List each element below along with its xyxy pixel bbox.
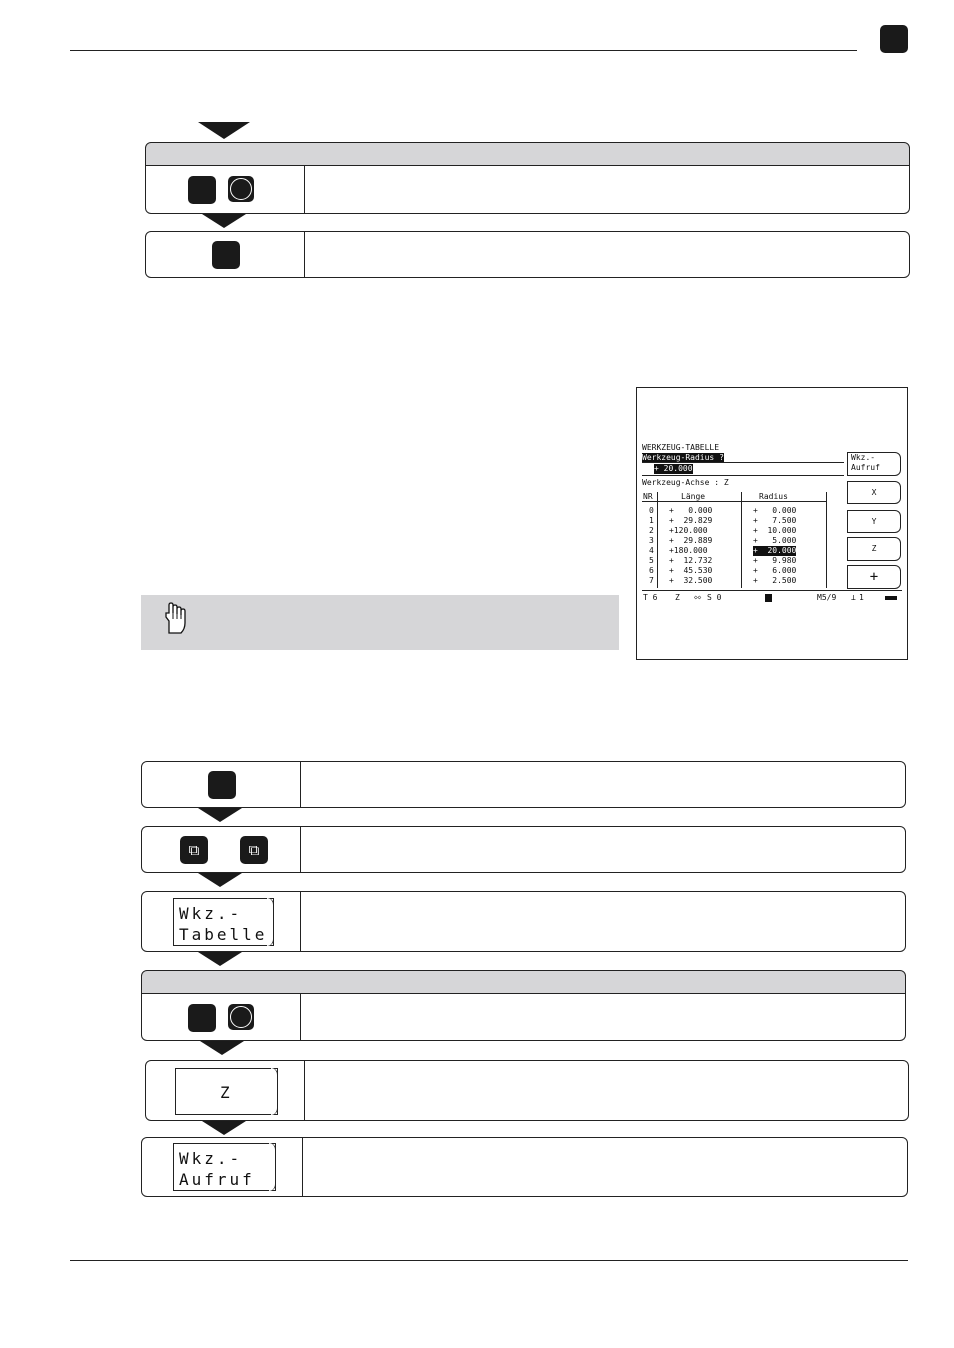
screen-softkey-x[interactable]: X bbox=[847, 481, 901, 504]
table-cell-length: + 0.000 bbox=[669, 506, 713, 515]
table-cell-length: + 29.889 bbox=[669, 536, 713, 545]
screen-axis-line: Werkzeug-Achse : Z bbox=[642, 478, 729, 487]
flow-arrow-down bbox=[198, 952, 242, 966]
flow-arrow-down bbox=[198, 122, 250, 139]
table-cell-radius: + 0.000 bbox=[753, 506, 797, 515]
action-key[interactable] bbox=[188, 1004, 216, 1032]
table-cell-nr: 0 bbox=[649, 506, 654, 515]
table-cell-nr: 1 bbox=[649, 516, 654, 525]
table-cell-length: + 45.530 bbox=[669, 566, 713, 575]
step-box bbox=[141, 761, 906, 808]
step-group-header bbox=[145, 142, 910, 166]
table-header-nr: NR bbox=[643, 492, 653, 501]
table-cell-nr: 3 bbox=[649, 536, 654, 545]
status-datum: 1 bbox=[859, 593, 864, 602]
table-col-rule bbox=[826, 492, 827, 588]
screen-title: WERKZEUG-TABELLE bbox=[642, 443, 720, 452]
softkey-label: Wkz.- Tabelle bbox=[179, 904, 268, 944]
action-key[interactable] bbox=[208, 771, 236, 799]
table-cell-length: + 29.829 bbox=[669, 516, 713, 525]
flow-arrow-down bbox=[202, 1121, 246, 1135]
datum-icon: ⊥ bbox=[851, 593, 856, 602]
note-box bbox=[141, 595, 619, 650]
battery-icon bbox=[885, 596, 897, 600]
table-cell-nr: 5 bbox=[649, 556, 654, 565]
key-cell bbox=[142, 994, 301, 1040]
softkey-wkz-tabelle[interactable] bbox=[173, 898, 274, 946]
key-cell bbox=[142, 762, 301, 807]
screen-softkey-wkz-aufruf[interactable]: Wkz.- Aufruf bbox=[847, 452, 901, 476]
screen-softkey-y[interactable]: Y bbox=[847, 510, 901, 533]
step-box bbox=[141, 994, 906, 1041]
table-cell-length: + 32.500 bbox=[669, 576, 713, 585]
table-cell-radius: + 10.000 bbox=[753, 526, 797, 535]
softkey-label: Wkz.- Aufruf bbox=[179, 1149, 255, 1189]
table-cell-nr: 2 bbox=[649, 526, 654, 535]
softkey-wkz-aufruf[interactable] bbox=[173, 1143, 276, 1191]
section-tab-marker bbox=[880, 25, 908, 53]
softkey-z[interactable] bbox=[175, 1068, 278, 1115]
table-header-length: Länge bbox=[681, 492, 706, 501]
flow-arrow-down bbox=[198, 808, 242, 822]
screen-softkey-crosshair[interactable]: + bbox=[847, 565, 901, 589]
table-cell-radius: + 7.500 bbox=[753, 516, 797, 525]
control-screen bbox=[636, 387, 908, 660]
table-header-radius: Radius bbox=[759, 492, 788, 501]
key-cell bbox=[142, 1138, 303, 1196]
flow-arrow-down bbox=[198, 873, 242, 887]
step-box bbox=[145, 1060, 909, 1121]
status-bar-rule bbox=[642, 590, 902, 591]
softkey-label: Z bbox=[220, 1083, 233, 1102]
file-icon bbox=[765, 594, 772, 602]
key-cell bbox=[146, 232, 305, 277]
bottom-rule bbox=[70, 1260, 908, 1261]
key-cell bbox=[142, 827, 301, 872]
screen-softkey-z[interactable]: Z bbox=[847, 537, 901, 561]
table-header-rule bbox=[642, 501, 826, 502]
table-cell-radius: + 2.500 bbox=[753, 576, 797, 585]
status-m-function: M5/9 bbox=[817, 593, 837, 602]
table-cell-radius: + 20.000 bbox=[753, 546, 797, 555]
page-forward-key-icon[interactable]: ⧉ bbox=[180, 836, 208, 864]
page-back-key-icon[interactable]: ⧉ bbox=[240, 836, 268, 864]
screen-divider bbox=[642, 462, 844, 463]
table-cell-radius: + 9.980 bbox=[753, 556, 797, 565]
table-cell-nr: 4 bbox=[649, 546, 654, 555]
flow-arrow-down bbox=[202, 214, 246, 228]
action-key[interactable] bbox=[212, 241, 240, 269]
table-cell-radius: + 5.000 bbox=[753, 536, 797, 545]
feed-override-icon: ◇◇ bbox=[694, 594, 702, 601]
key-cell bbox=[142, 892, 301, 951]
step-box bbox=[145, 166, 910, 214]
step-box bbox=[141, 891, 906, 952]
table-cell-length: + 12.732 bbox=[669, 556, 713, 565]
status-axis: Z bbox=[675, 593, 680, 602]
key-cell bbox=[146, 166, 305, 213]
pointing-hand-icon bbox=[163, 601, 189, 635]
table-col-rule bbox=[741, 492, 742, 588]
cycle-start-key[interactable] bbox=[228, 176, 254, 202]
table-cell-radius: + 6.000 bbox=[753, 566, 797, 575]
top-rule bbox=[70, 50, 857, 51]
action-key[interactable] bbox=[188, 176, 216, 204]
table-cell-length: +180.000 bbox=[669, 546, 708, 555]
step-group-header bbox=[141, 970, 906, 994]
status-spindle: S 0 bbox=[707, 593, 722, 602]
screen-input-value[interactable]: + 20.000 bbox=[654, 464, 693, 473]
table-col-rule bbox=[657, 492, 658, 588]
table-cell-nr: 7 bbox=[649, 576, 654, 585]
table-cell-nr: 6 bbox=[649, 566, 654, 575]
status-tool: T 6 bbox=[643, 593, 658, 602]
flow-arrow-down bbox=[200, 1041, 244, 1055]
cycle-start-key[interactable] bbox=[228, 1004, 254, 1030]
screen-divider bbox=[642, 475, 844, 476]
step-box bbox=[145, 231, 910, 278]
step-box bbox=[141, 1137, 908, 1197]
screen-prompt: Werkzeug-Radius ? bbox=[642, 453, 724, 462]
step-box bbox=[141, 826, 906, 873]
key-cell bbox=[146, 1061, 305, 1120]
table-cell-length: +120.000 bbox=[669, 526, 708, 535]
